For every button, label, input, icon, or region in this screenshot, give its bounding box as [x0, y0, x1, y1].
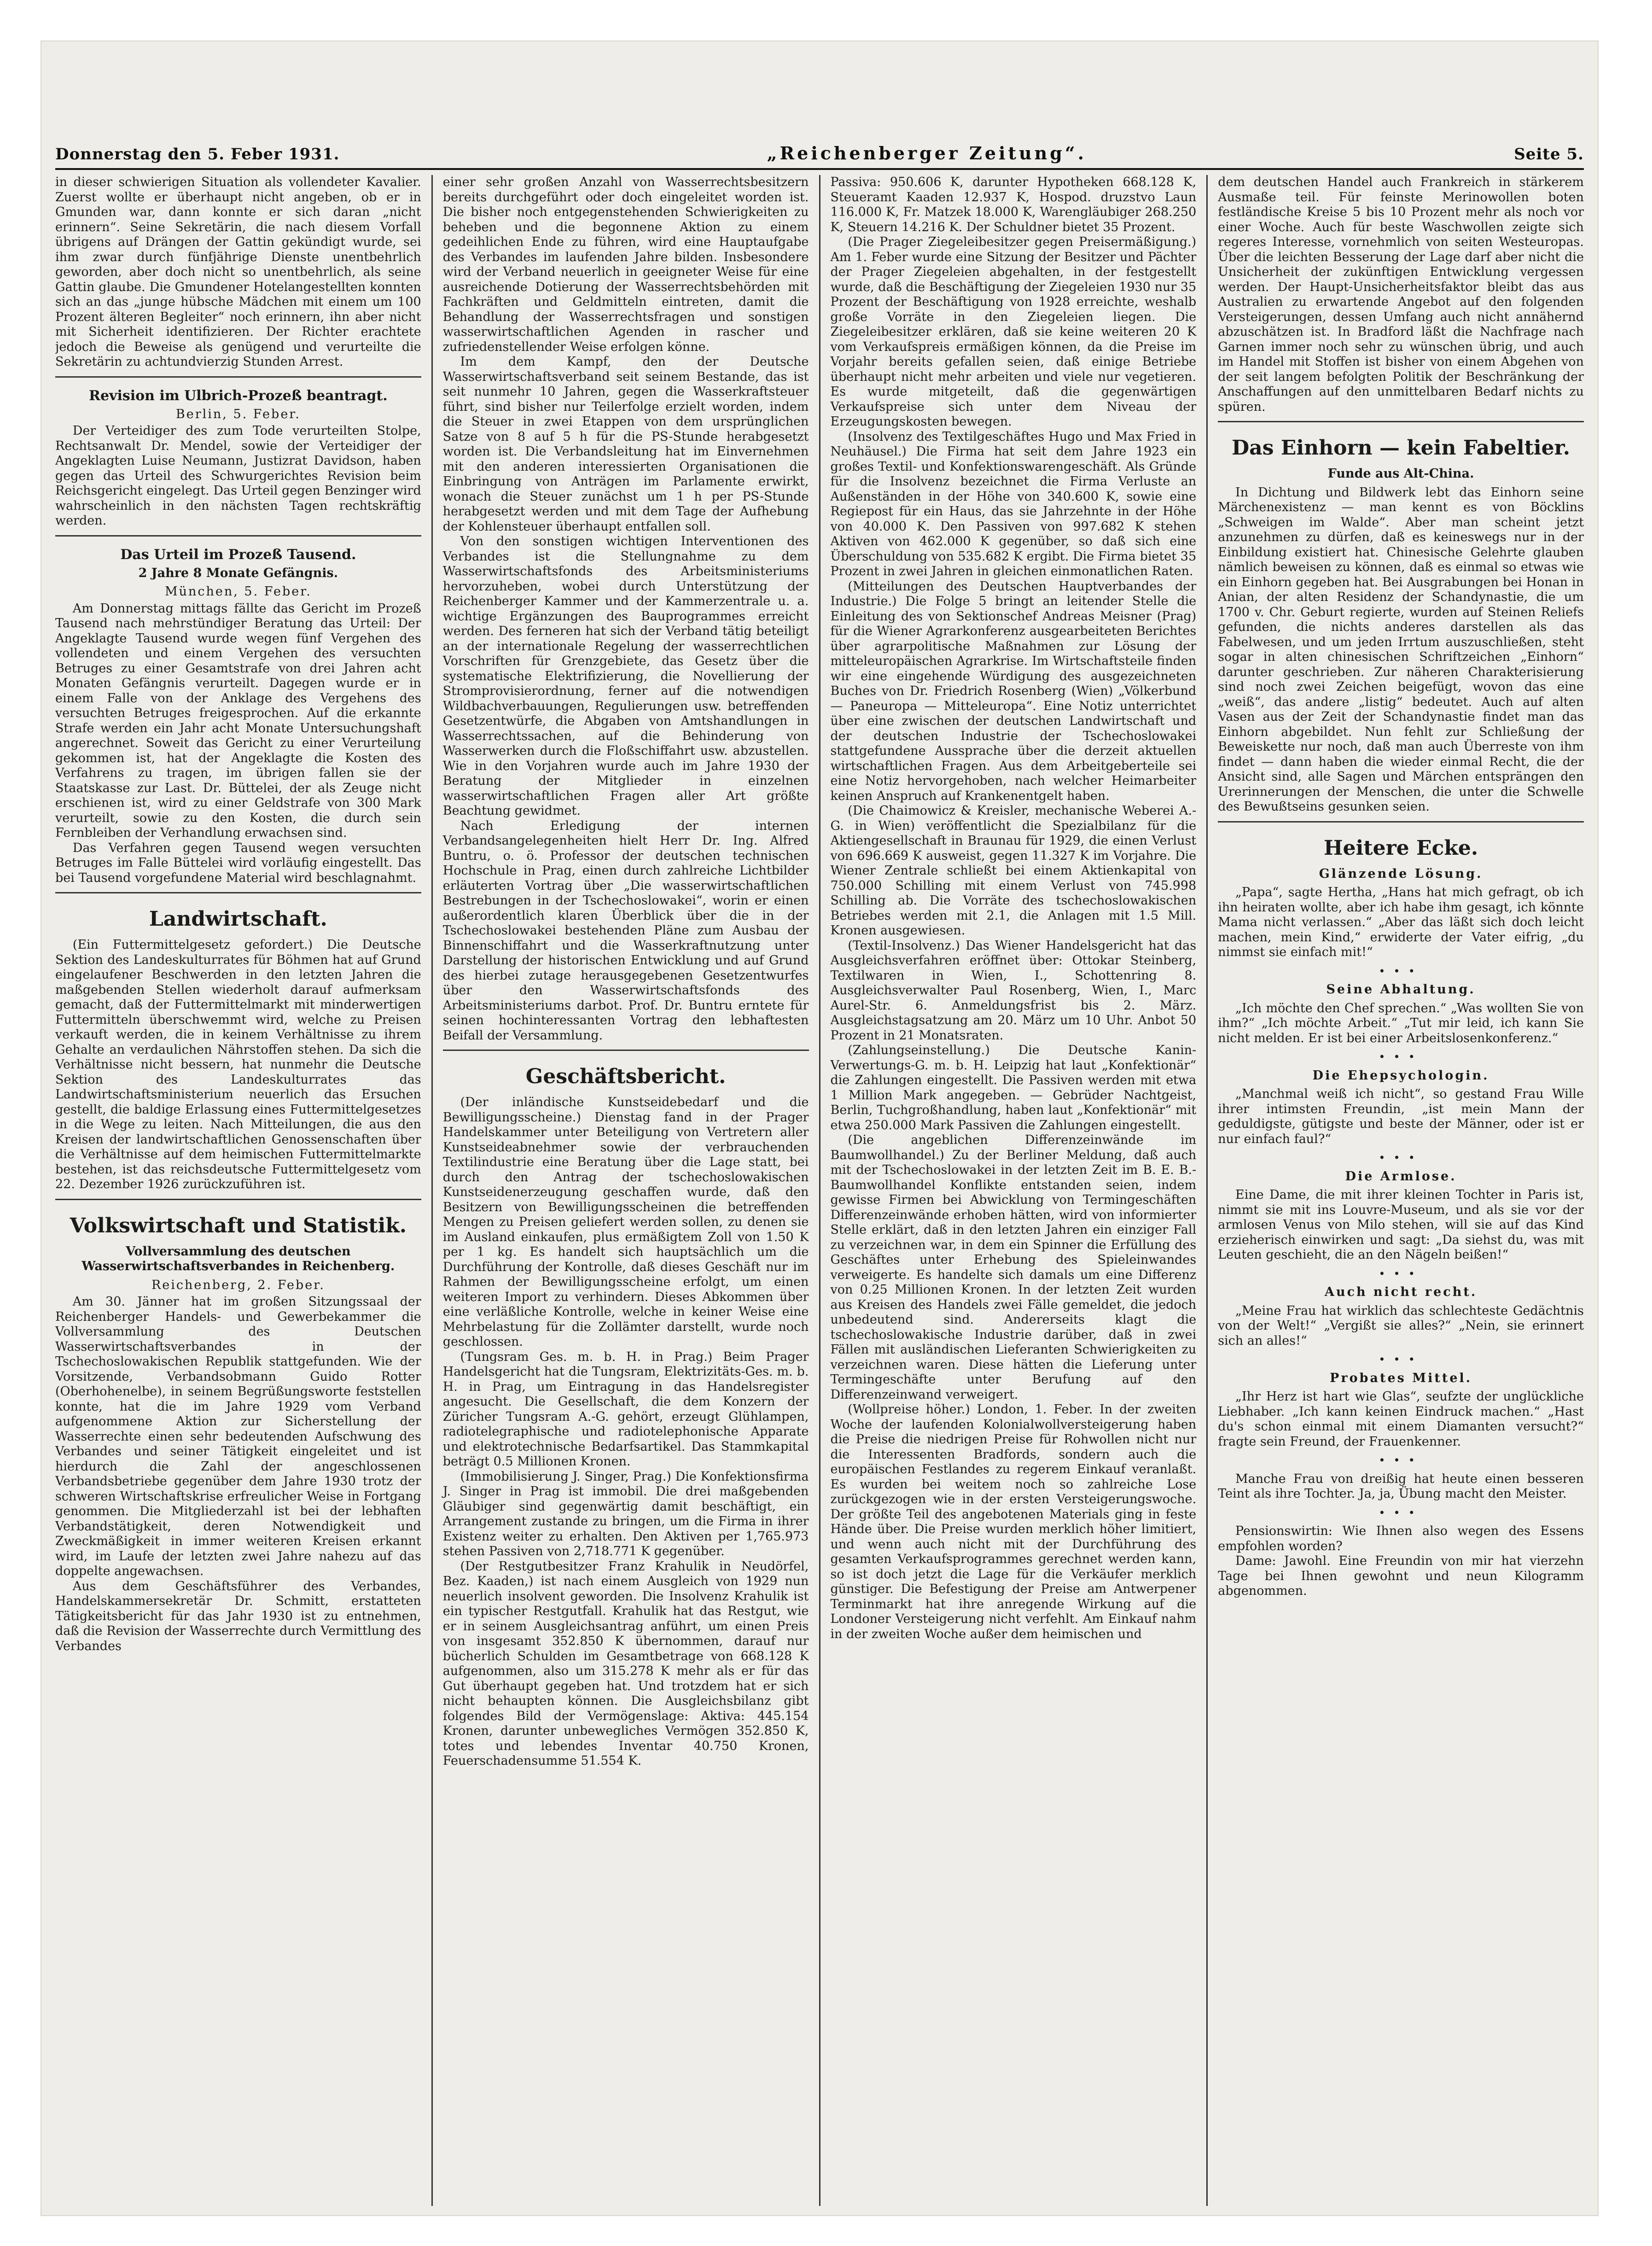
article-text: (Der inländische Kunstseidebedarf und die Bewilligungsscheine.) Dienstag fand in der Prager Handelskammer unter Beteiligung von Vertretern aller Kunstseideabnehmer sowie der verbrauchenden Textilindustrie eine Beratung über die Lage statt, bei durch den Antrag der tschechoslowakischen Kunstseidenerzeugung geschaffen wurde, daß den Besitzern von Bewilligungsscheinen die betreffenden Mengen zu Preisen geliefert werden sollen, zu denen sie im Ausland einkaufen, plus ermäßigtem Zoll von 1.50 K per 1 kg. Es handelt sich hauptsächlich um die Durchführung der Kontrolle, daß dieses Geschäft nur im Rahmen der Bewilligungsscheine erfolgt, um einen weiteren Import zu verhindern. Dieses Abkommen über eine verläßliche Kontrolle, welche in keiner Weise eine Mehrbelastung für die Zollämter darstellt, wurde noch geschlossen.: [442, 1095, 809, 1349]
article-text: dem deutschen Handel auch Frankreich in stärkerem Ausmaße teil. Für feinste Merinowollen boten festländische Kreise 5 bis 10 Prozent mehr als noch vor einer Woche. Auch für beste Waschwollen zeigte sich regeres Interesse, vornehmlich von seiten Westeuropas. Über die leichten Besserung der Lage darf aber nicht die Unsicherheit der zukünftigen Entwicklung vergessen werden. Der Haupt-Unsicherheitsfaktor bleibt das aus Australien zu erwartende Angebot auf den folgenden Versteigerungen, dessen Umfang auch nicht annähernd abzuschätzen ist. In Bradford läßt die Nachfrage nach Garnen immer noch sehr zu wünschen übrig, und auch im Handel mit Stoffen ist bisher von einem Abgehen von der seit langem befolgten Politik der Beschränkung der Anschaffungen auf den unmittelbaren Bedarf nichts zu spüren.: [1218, 175, 1584, 414]
joke-text: „Meine Frau hat wirklich das schlechteste Gedächtnis von der Welt!“ „Vergißt sie alles?“ „Nein, sie erinnert sich an alles!“: [1218, 1303, 1584, 1348]
article-headline: Revision im Ulbrich-Prozeß beantragt.: [89, 387, 388, 404]
article-text: in dieser schwierigen Situation als vollendeter Kavalier. Zuerst wollte er überhaupt nicht angeben, ob er in Gmunden war, dann konnte er sich daran „nicht erinnern“. Seine Sekretärin, die nach diesem Vorfall übrigens auf Drängen der Gattin gekündigt wurde, sei ihm zwar durch fünfjährige Dienste unentbehrlich geworden, aber doch nicht so unentbehrlich, als seine Gattin glaube. Die Gmundener Hotelangestellten konnten sich an das „junge hübsche Mädchen mit einem um 100 Prozent älteren Begleiter“ noch erinnern, ihn aber nicht mit Sicherheit identifizieren. Der Richter erachtete jedoch die Beweise als genügend und verurteilte die Sekretärin zu achtundvierzig Stunden Arrest.: [55, 175, 421, 369]
column-2: [431, 175, 819, 2206]
dateline: Reichenberg, 2. Feber.: [151, 1278, 325, 1292]
article-subheadline: Funde aus Alt-China.: [1327, 467, 1474, 481]
masthead: „Reichenberger Zeitung“.: [767, 143, 1087, 163]
divider: [1218, 421, 1584, 422]
article-text: (Ein Futtermittelgesetz gefordert.) Die Deutsche Sektion des Landeskulturrates für Böhmen hat auf Grund eingelaufener Beschwerden in den letzten Jahren die maßgebenden Stellen wiederholt darauf aufmerksam gemacht, daß der Futtermittelmarkt mit minderwertigen Futtermitteln überschwemmt wird, welche zu Preisen verkauft werden, die in keinem Verhältnisse zu ihrem Gehalte an verdaulichen Nährstoffen stehen. Da sich die Verhältnisse nicht bessern, hat nunmehr die Deutsche Sektion des Landeskulturrates das Landwirtschaftsministerium neuerlich das Ersuchen gestellt, die baldige Erlassung eines Futtermittelgesetzes in die Wege zu leiten. Nach Mitteilungen, die aus den Kreisen der landwirtschaftlichen Genossenschaften über die Verhältnisse auf dem heimischen Futtermittelmarkte bestehen, ist das reichsdeutsche Futtermittelgesetz vom 22. Dezember 1926 zurückzuführen ist.: [55, 938, 421, 1191]
article-text: (Mitteilungen des Deutschen Hauptverbandes der Industrie.) Die Folge 5 bringt an leitender Stelle die Einleitung des von Sektionschef Andreas Meisner (Prag) für die Wiener Agrarkonferenz ausgearbeiteten Berichtes über agrarpolitische Maßnahmen zur Lösung der mitteleuropäischen Agrarkrise. Im Wirtschaftsteile finden wir eine eingehende Würdigung des ausgezeichneten Buches von Dr. Friedrich Rosenberg (Wien) „Völkerbund — Paneuropa — Mitteleuropa“. Eine Notiz unterrichtet über eine zwischen der deutschen Landwirtschaft und der deutschen Industrie der Tschechoslowakei stattgefundene Aussprache über die derzeit aktuellen wirtschaftlichen Fragen. Aus dem Arbeitgeberteile sei eine Notiz hervorgehoben, nach welcher Heimarbeiter keinen Anspruch auf Krankenentgelt haben.: [830, 579, 1197, 803]
article-text: (Die Chaimowicz & Kreisler, mechanische Weberei A.-G. in Wien) veröffentlicht die Spezialbilanz für die Aktiengesellschaft in Braunau für 1929, die einen Verlust von 696.669 K ausweist, gegen 11.327 K im Vorjahre. Die Wiener Zentrale schließt bei einem Aktienkapital von 750.000 Schilling mit einem Verlust von 745.998 Schilling ab. Die Vorräte des tschechoslowakischen Betriebes werden mit 2.1, die Anlagen mit 1.5 Mill. Kronen ausgewiesen.: [830, 804, 1197, 938]
article-text: (Tungsram Ges. m. b. H. in Prag.) Beim Prager Handelsgericht hat die Tungsram, Elektrizitäts-Ges. m. b. H. in Prag, um Eintragung in das Handelsregister angesucht. Die Gesellschaft, die dem Konzern der Züricher Tungsram A.-G. gehört, erzeugt Glühlampen, radiotelegraphische und radiotelephonische Apparate und elektrotechnische Bedarfsartikel. Das Stammkapital beträgt 0.5 Millionen Kronen.: [442, 1349, 809, 1469]
section-heading: Heitere Ecke.: [1324, 836, 1478, 860]
dateline: Berlin, 5. Feber.: [175, 407, 301, 421]
divider: [55, 535, 421, 537]
joke-title: Die Armlose.: [1345, 1169, 1457, 1184]
divider: [1218, 821, 1584, 823]
article-headline: Das Einhorn — kein Fabeltier.: [1232, 436, 1571, 460]
joke-title: Probates Mittel.: [1330, 1371, 1472, 1385]
dateline: München, 5. Feber.: [164, 584, 312, 599]
joke-text: Dame: Jawohl. Eine Freundin von mir hat vierzehn Tage bei Ihnen gewohnt und neun Kilogramm abgenommen.: [1218, 1554, 1584, 1598]
article-text: Aus dem Geschäftsführer des Verbandes, Handelskammersekretär Dr. Schmitt, erstatteten Tätigkeitsbericht für das Jahr 1930 ist zu entnehmen, daß die Revision der Wasserrechte durch Vermittlung des Verbandes: [55, 1579, 421, 1653]
joke-text: „Ich möchte den Chef sprechen.“ „Was wollten Sie von ihm?“ „Ich möchte Arbeit.“ „Tut mir leid, ich kann Sie nicht melden. Er ist bei einer Arbeitslosenkonferenz.“: [1218, 1001, 1584, 1045]
section-heading: Volkswirtschaft und Statistik.: [70, 1213, 407, 1237]
ornament-divider: •••: [1379, 1506, 1423, 1519]
article-text: (Die angeblichen Differenzeinwände im Baumwollhandel.) Zu der Berliner Meldung, daß auch mit der Tschechoslowakei in der letzten Zeit im B. E. B.-Baumwollhandel Konflikte entstanden seien, indem gewisse Firmen bei Abwicklung von Termingeschäften Differenzeinwände erhoben hätten, wird von informierter Stelle erklärt, daß in den letzten Jahren ein einziger Fall zu verzeichnen war, in dem ein Spinner die Erfüllung des Geschäftes unter Erhebung des Spieleinwandes verweigerte. Es handelte sich damals um eine Differenz von 0.25 Millionen Kronen. In der letzten Zeit wurden aus Kreisen des Handels zwei Fälle gemeldet, die jedoch unbedeutend sind. Andererseits klagt die tschechoslowakische Industrie darüber, daß in zwei Fällen mit ausländischen Lieferanten Schwierigkeiten zu verzeichnen waren. Diese hätten die Lieferung unter Termingeschäfte unter Berufung auf den Differenzeinwand verweigert.: [830, 1133, 1197, 1402]
article-text: Am Donnerstag mittags fällte das Gericht im Prozeß Tausend nach mehrstündiger Beratung das Urteil: Der Angeklagte Tausend wurde wegen fünf Vergehen des vollendeten und einem Vergehen des versuchten Betruges zu einer Gesamtstrafe von drei Jahren acht Monaten Gefängnis verurteilt. Dagegen wurde er in einem Falle von der Anklage des Vergehens des versuchten Betruges freigesprochen. Auf die erkannte Strafe werden ein Jahr acht Monate Untersuchungshaft angerechnet. Soweit das Gericht zu einer Verurteilung gekommen ist, hat der Angeklagte die Kosten des Verfahrens zu tragen, im übrigen fallen sie der Staatskasse zur Last. Dr. Büttelei, der als Zeuge nicht erschienen ist, wird zu einer Geldstrafe von 300 Mark verurteilt, sowie zu den Kosten, die durch sein Fernbleiben der Verhandlung erwachsen sind.: [55, 601, 421, 840]
article-text: (Die Prager Ziegeleibesitzer gegen Preisermäßigung.) Am 1. Feber wurde eine Sitzung der Besitzer und Pächter der Prager Ziegeleien abgehalten, in der festgestellt wurde, daß die Beschäftigung der Ziegeleien 1930 nur 35 Prozent der Beschäftigung von 1928 erreichte, weshalb große Vorräte in den Ziegeleien liegen. Die Ziegeleibesitzer erklären, daß sie keine weiteren 20 K vom Verkaufspreis ermäßigen können, da die Preise im Vorjahr bereits gefallen seien, daß einige Betriebe überhaupt nicht mehr arbeiten und viele nur vegetieren. Es wurde mitgeteilt, daß die gegenwärtigen Verkaufspreise sich unter dem Niveau der Erzeugungskosten bewegen.: [830, 235, 1197, 429]
joke-title: Glänzende Lösung.: [1319, 866, 1483, 881]
divider: [55, 892, 421, 893]
column-4: [1206, 175, 1584, 2206]
column-1: [55, 175, 431, 2206]
section-heading: Landwirtschaft.: [149, 907, 327, 931]
page-header: [55, 131, 1584, 170]
divider: [443, 1050, 809, 1051]
columns: [55, 175, 1584, 2206]
ornament-divider: •••: [1379, 964, 1423, 978]
article-text: (Zahlungseinstellung.) Die Deutsche Kanin-Verwertungs-G. m. b. H. Leipzig hat laut „Konfektionär“ die Zahlungen eingestellt. Die Passiven werden mit etwa 1 Million Mark angegeben. — Gebrüder Nachtgeist, Berlin, Tuchgroßhandlung, haben laut „Konfektionär“ mit etwa 250.000 Mark Passiven die Zahlungen eingestellt.: [830, 1043, 1197, 1132]
article-text: Von den sonstigen wichtigen Interventionen des Verbandes ist die Stellungnahme zu dem Wasserwirtschaftsfonds des Arbeitsministeriums hervorzuheben, wobei durch Unterstützung der Reichenberger Kammer und der Kammerzentrale u. a. wichtige Ergänzungen des Bauprogrammes erreicht werden. Des ferneren hat sich der Verband tätig beteiligt an der internationale Regelung der wasserrechtlichen Vorschriften für Grenzgebiete, das Gesetz über die systematische Elektrifizierung, die Novellierung der Stromprovisierordnung, ferner auf die notwendigen Wildbachverbauungen, Regulierungen usw. betreffenden Gesetzentwürfe, die Abgaben von Amtshandlungen in Wasserrechtssachen, auf die Behinderung von Wasserwerken durch die Floßschiffahrt usw. abzustellen. Wie in den Vorjahren wurde auch im Jahre 1930 der Beratung der Mitglieder in einzelnen wasserwirtschaftlichen Fragen aller Art größte Beachtung gewidmet.: [442, 534, 809, 818]
article-text: In Dichtung und Bildwerk lebt das Einhorn seine Märchenexistenz — man kennt es von Böcklins „Schweigen im Walde“. Aber man scheint jetzt anzunehmen zu dürfen, daß es keineswegs nur in der Einbildung existiert hat. Chinesische Gelehrte glauben nämlich beweisen zu können, daß es einmal so etwas wie ein Einhorn gegeben hat. Bei Ausgrabungen bei Honan in Anian, der alten Residenz der Schandynastie, die um 1700 v. Chr. Geburt regierte, wurden auf Steinen Reliefs gefunden, die nichts anderes darstellen als das Fabelwesen, und um jeden Irrtum auszuschließen, steht sogar in alten chinesischen Schriftzeichen „Einhorn“ darunter geschrieben. Zur näheren Charakterisierung sind noch zwei Zeichen beigefügt, wovon das eine „weiß“, das andere „listig“ bedeutet. Auch auf alten Vasen aus der Zeit der Schandynastie findet man das Einhorn abgebildet. Nun fehlt zur Schließung der Beweiskette nur noch, daß man auch Überreste von ihm findet — dann haben die wieder einmal Recht, die der Ansicht sind, alle Sagen und Märchen entsprängen den Urerinnerungen der Menschen, die unter die Schwelle des Bewußtseins gesunken seien.: [1218, 485, 1584, 814]
divider: [55, 1199, 421, 1200]
joke-text: Eine Dame, die mit ihrer kleinen Tochter in Paris ist, nimmt sie mit ins Louvre-Museum, und als sie vor der armlosen Venus von Milo stehen, will sie auf das Kind erzieherisch einwirken und sagt: „Da siehst du, was mit Leuten geschieht, die an den Nägeln beißen!“: [1218, 1188, 1584, 1262]
joke-text: „Papa“, sagte Hertha, „Hans hat mich gefragt, ob ich ihn heiraten wollte, aber ich habe ihm gesagt, ich könnte Mama nicht verlassen.“ „Aber das läßt sich doch leicht machen, mein Kind,“ erwiderte der Vater eifrig, „du nimmst sie einfach mit!“: [1218, 885, 1584, 959]
issue-date: Donnerstag den 5. Feber 1931.: [55, 145, 340, 163]
article-text: (Textil-Insolvenz.) Das Wiener Handelsgericht hat das Ausgleichsverfahren eröffnet über: Ottokar Steinberg, Textilwaren in Wien, I., Schottenring 8. Ausgleichsverwalter Paul Rosenberg, Wien, I., Marc Aurel-Str. 6. Anmeldungsfrist bis 2. März. Ausgleichstagsatzung am 20. März um 10 Uhr. Anbot 50 Prozent in 21 Monatsraten.: [830, 938, 1197, 1043]
divider: [55, 376, 421, 378]
joke-text: Manche Frau von dreißig hat heute einen besseren Teint als ihre Tochter. Ja, ja, Übung macht den Meister.: [1218, 1471, 1584, 1501]
ornament-divider: •••: [1379, 1454, 1423, 1467]
article-text: (Immobilisierung J. Singer, Prag.) Die Konfektionsfirma J. Singer in Prag ist immobil. Die drei maßgebenden Gläubiger sind gegenwärtig damit beschäftigt, ein Arrangement zustande zu bringen, um die Firma in ihrer Existenz weiter zu erhalten. Den Aktiven per 1,765.973 stehen Passiven von 2,718.771 K gegenüber.: [442, 1469, 809, 1558]
article-text: Der Verteidiger des zum Tode verurteilten Stolpe, Rechtsanwalt Dr. Mendel, sowie der Verteidiger der Angeklagten Luise Neumann, Justizrat Davidson, haben gegen das Urteil des Schwurgerichtes Revision beim Reichsgericht eingelegt. Das Urteil gegen Benzinger wird wahrscheinlich in den nächsten Tagen rechtskräftig werden.: [55, 424, 421, 528]
article-headline: Das Urteil im Prozeß Tausend.: [120, 546, 356, 563]
ornament-divider: •••: [1379, 1353, 1423, 1366]
joke-text: „Manchmal weiß ich nicht“, so gestand Frau Wille ihrer intimsten Freundin, „ist mein Mann der geduldigste, gütigste und beste der Männer, oder ist er nur einfach faul?“: [1218, 1087, 1584, 1146]
article-text: einer sehr großen Anzahl von Wasserrechtsbesitzern bereits durchgeführt oder doch eingeleitet worden ist. Die bisher noch entgegenstehenden Schwierigkeiten zu beheben und die begonnene Aktion zu einem gedeihlichen Ende zu führen, wird eine Hauptaufgabe des Verbandes im laufenden Jahre bilden. Insbesondere wird der Verband neuerlich in geeigneter Weise für eine ausreichende Dotierung der Wasserrechtsbehörden mit Fachkräften und Geldmitteln eintreten, damit die Behandlung der Wasserrechtsfragen und sonstigen wasserwirtschaftlichen Agenden in rascher und zufriedenstellender Weise erfolgen könne.: [442, 175, 809, 354]
column-3: [819, 175, 1207, 2206]
article-text: Nach Erledigung der internen Verbandsangelegenheiten hielt Herr Dr. Ing. Alfred Buntru, o. ö. Professor der deutschen technischen Hochschule in Prag, einen durch zahlreiche Lichtbilder erläuterten Vortrag über „Die wasserwirtschaftlichen Bestrebungen in der Tschechoslowakei“, worin er einen außerordentlich klaren Überblick über die in der Tschechoslowakei bestehenden Pläne zum Ausbau der Binnenschiffahrt und die Wasserkraftnutzung unter Darstellung der historischen Entwicklung und auf Grund des hierbei zutage herausgegebenen Gesetzentwurfes über den Wasserwirtschaftsfonds des Arbeitsministeriums darbot. Prof. Dr. Buntru erntete für seinen hochinteressanten Vortrag den lebhaftesten Beifall der Versammlung.: [442, 818, 809, 1043]
article-text: (Wollpreise höher.) London, 1. Feber. In der zweiten Woche der laufenden Kolonialwollversteigerung haben die Preise die niedrigen Preise für Rohwollen nicht nur die Interessenten Bradfords, sondern auch die europäischen Festlandes zu regerem Einkauf veranlaßt. Es wurden bei weitem noch so zahlreiche Lose zurückgezogen wie in der ersten Versteigerungswoche. Der größte Teil des angebotenen Materials ging in feste Hände über. Die Preise wurden merklich höher limitiert, und wenn auch nicht mit der Durchführung des gesamten Verkaufsprogrammes gerechnet werden kann, so ist doch jetzt die Lage für die Verkäufer merklich günstiger. Die Befestigung der Preise am Antwerpener Terminmarkt hat ihre anregende Wirkung auf die Londoner Versteigerung nicht verfehlt. Am Einkauf nahm in der zweiten Woche außer dem heimischen und: [830, 1402, 1197, 1641]
joke-title: Seine Abhaltung.: [1326, 982, 1476, 997]
article-text: (Der Restgutbesitzer Franz Krahulik in Neudörfel, Bez. Kaaden,) ist nach einem Ausgleich von 1929 nun neuerlich insolvent geworden. Die Insolvenz Krahulik ist ein typischer Restgutfall. Krahulik hat das Restgut, wie er in seinem Ausgleichsantrag anführt, um einen Preis von insgesamt 352.850 K übernommen, darauf nur bücherlich Schulden im Gesamtbetrage von 668.128 K aufgenommen, also um 315.278 K mehr als er für das Gut überhaupt gegeben hat. Und trotzdem hat er sich nicht behaupten können. Die Ausgleichsbilanz gibt folgendes Bild der Vermögenslage: Aktiva: 445.154 Kronen, darunter unbewegliches Vermögen 352.850 K, totes und lebendes Inventar 40.750 Kronen, Feuerschadensumme 51.554 K.: [442, 1559, 809, 1768]
section-heading: Geschäftsbericht.: [525, 1065, 726, 1088]
joke-title: Auch nicht recht.: [1325, 1285, 1477, 1299]
newspaper-page: [41, 41, 1598, 2215]
article-text: Passiva: 950.606 K, darunter Hypotheken 668.128 K, Steueramt Kaaden 12.937 K, Hospod. druzstvo Laun 116.000 K, Fr. Matzek 18.000 K, Warengläubiger 268.250 K, Steuern 14.216 K. Der Schuldner bietet 35 Prozent.: [830, 175, 1197, 234]
article-subheadline: 2 Jahre 8 Monate Gefängnis.: [138, 566, 338, 580]
ornament-divider: •••: [1379, 1050, 1423, 1063]
joke-text: Pensionswirtin: Wie Ihnen also wegen des Essens empfohlen worden?: [1218, 1524, 1584, 1553]
joke-text: „Ihr Herz ist hart wie Glas“, seufzte der unglückliche Liebhaber. „Ich kann keinen Eindruck machen.“ „Hast du's schon einmal mit einem Diamanten versucht?“ fragte sein Freund, der Frauenkenner.: [1218, 1389, 1584, 1449]
article-text: Das Verfahren gegen Tausend wegen versuchten Betruges im Falle Büttelei wird vorläufig eingestellt. Das bei Tausend vorgefundene Material wird beschlagnahmt.: [55, 840, 421, 885]
page-number: Seite 5.: [1514, 145, 1584, 163]
article-text: Im dem Kampf, den der Deutsche Wasserwirtschaftsverband seit seinem Bestande, das ist seit nunmehr 10 Jahren, gegen die Wasserkraftsteuer führt, sind bisher nur Teilerfolge erzielt worden, indem die Steuer in zwei Etappen von dem ursprünglichen Satze von 8 auf 5 h für die PS-Stunde herabgesetzt worden ist. Die Verbandsleitung hat im Einvernehmen mit den anderen interessierten Organisationen die Einbringung von Anträgen im Parlamente erwirkt, wonach die Steuer zunächst um 1 h per PS-Stunde herabgesetzt werden und mit dem Tage der Aufhebung der Kohlensteuer überhaupt entfallen soll.: [442, 355, 809, 534]
ornament-divider: •••: [1379, 1151, 1423, 1164]
article-subheadline: Vollversammlung des deutschen Wasserwirtschaftsverbandes in Reichenberg.: [81, 1244, 395, 1273]
article-text: (Insolvenz des Textilgeschäftes Hugo und Max Fried in Neuhäusel.) Die Firma hat seit dem Jahre 1923 ein großes Textil- und Konfektionswarengeschäft. Als Gründe für die Insolvenz bezeichnet die Firma Verluste an Außenständen in der Höhe von 340.600 K, sowie eine Regiepost für ein Haus, das sie Jahrzehnte in der Höhe von 40.000 K. Den Passiven von 997.682 K stehen Aktiven von 462.000 K gegenüber, so daß sich eine Überschuldung von 535.682 K ergibt. Die Firma bietet 35 Prozent in zwei Jahren in gleichen einmonatlichen Raten.: [830, 429, 1197, 578]
joke-title: Die Ehepsychologin.: [1312, 1068, 1489, 1083]
ornament-divider: •••: [1379, 1267, 1423, 1280]
article-text: Am 30. Jänner hat im großen Sitzungssaal der Reichenberger Handels- und Gewerbekammer die Vollversammlung des Deutschen Wasserwirtschaftsverbandes in der Tschechoslowakischen Republik stattgefunden. Wie der Vorsitzende, Verbandsobmann Guido Rotter (Oberhohenelbe), in seinem Begrüßungsworte feststellen konnte, hat die im Jahre 1929 vom Verband aufgenommene Aktion zur Sicherstellung der Wasserrechte einen sehr bedeutenden Aufschwung des Verbandes und seiner Tätigkeit eingeleitet und ist hierdurch die Zahl der angeschlossenen Verbandsbetriebe gegenüber dem Jahre 1930 trotz der schweren Wirtschaftskrise erfreulicher Weise in Fortgang genommen. Die Mitgliederzahl ist bei der lebhaften Verbandstätigkeit, deren Notwendigkeit und Zweckmäßigkeit in immer weiteren Kreisen erkannt wird, im Laufe der letzten zwei Jahre nahezu auf das doppelte angewachsen.: [55, 1295, 421, 1578]
